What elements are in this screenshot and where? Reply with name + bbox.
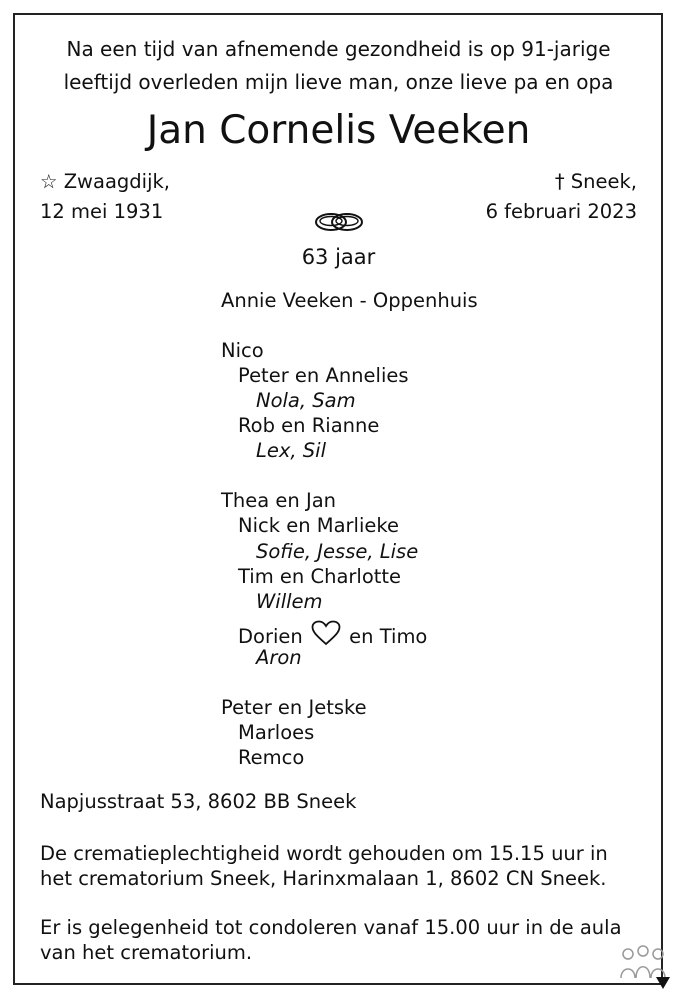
deceased-name: Jan Cornelis Veeken (146, 108, 531, 153)
wedding-rings-icon (313, 208, 365, 236)
death-place (555, 170, 637, 193)
death-date: 6 februari 2023 (485, 200, 637, 223)
birth-place-text: Zwaagdijk, (63, 170, 170, 193)
birth-date: 12 mei 1931 (40, 200, 164, 223)
address: Napjusstraat 53, 8602 BB Sneek (40, 790, 357, 813)
child-thea: Thea en Jan (221, 489, 337, 512)
child-nico: Nico (221, 339, 264, 362)
heart-icon (311, 620, 341, 646)
great-grandchildren: Nola, Sam (256, 389, 356, 412)
grandchild-couple: Peter en Annelies (238, 364, 409, 387)
marriage-years: 63 jaar (301, 245, 376, 269)
grandchild: Marloes (238, 721, 315, 744)
grandchild-name: Dorien (238, 625, 303, 648)
birth-place (40, 170, 170, 193)
great-grandchildren: Sofie, Jesse, Lise (256, 540, 419, 563)
partner-name: en Timo (349, 625, 428, 648)
triangle-down-icon (655, 976, 671, 990)
intro-line-2: leeftijd overleden mijn lieve man, onze lieve pa en opa (63, 70, 614, 94)
grandchild-couple (238, 620, 427, 648)
ceremony-line-1: De crematieplechtigheid wordt gehouden om 15.15 uur in (40, 842, 608, 865)
spouse-name: Annie Veeken - Oppenhuis (221, 289, 478, 312)
intro-line-1: Na een tijd van afnemende gezondheid is op 91-jarige (66, 37, 611, 61)
condolence-line-2: van het crematorium. (40, 941, 253, 964)
great-grandchildren: Aron (256, 646, 302, 669)
grandchild-couple: Rob en Rianne (238, 414, 380, 437)
cross-icon: † (554, 170, 565, 193)
great-grandchildren: Willem (256, 590, 323, 613)
child-peter: Peter en Jetske (221, 696, 367, 719)
notice-border (13, 13, 663, 985)
great-grandchildren: Lex, Sil (256, 439, 327, 462)
death-place-text: Sneek, (570, 170, 637, 193)
star-icon: ☆ (40, 170, 58, 193)
grandchild-couple: Tim en Charlotte (238, 565, 402, 588)
ceremony-line-2: het crematorium Sneek, Harinxmalaan 1, 8602 CN Sneek. (40, 867, 607, 890)
grandchild-couple: Nick en Marlieke (238, 514, 399, 537)
condolence-line-1: Er is gelegenheid tot condoleren vanaf 15.00 uur in de aula (40, 916, 622, 939)
grandchild: Remco (238, 746, 305, 769)
